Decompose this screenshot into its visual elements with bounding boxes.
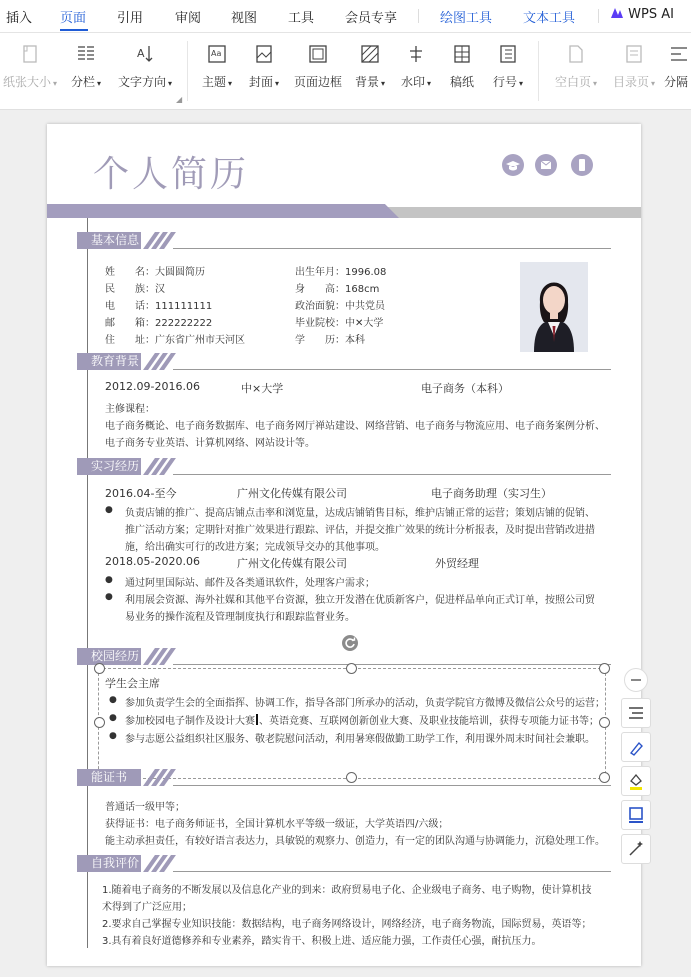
theme-button[interactable]: Aa 主题 ▾: [196, 33, 238, 109]
blank-page-label: 空白页: [554, 75, 591, 89]
section-basic-label: 基本信息: [77, 232, 141, 249]
rotate-handle[interactable]: [342, 635, 358, 651]
svg-text:Aa: Aa: [211, 49, 222, 58]
section-rule: [173, 871, 611, 872]
fill-color-button[interactable]: [621, 766, 651, 796]
ethnic-field: 民 族：汉: [105, 284, 165, 295]
toc-page-button[interactable]: 目录页 ▾: [608, 33, 660, 109]
text-wrap-icon: [622, 699, 650, 727]
paper-size-button[interactable]: 纸张大小 ▾: [0, 33, 60, 109]
section-rule: [173, 785, 611, 786]
self-line: 1.随着电子商务的不断发展以及信息化产业的到来：政府贸易电子化、企业级电子商务、电子购物，使计算机技: [102, 885, 592, 896]
resize-handle[interactable]: [94, 663, 105, 674]
resize-handle[interactable]: [94, 717, 105, 728]
blank-page-icon: [565, 43, 587, 65]
wps-ai-label: WPS AI: [628, 7, 674, 22]
watermark-label: 水印: [400, 75, 425, 89]
section-rule: [173, 664, 611, 665]
theme-icon: [206, 43, 228, 65]
campus-bullet[interactable]: 参与志愿公益组织社区服务、敬老院慰问活动，利用暑寒假做勤工助学工作，利用课外周末时间社会兼职。: [125, 734, 595, 745]
campus-bullet[interactable]: 参加校园电子制作及设计大赛 、英语竞赛、互联网创新创业大赛、及职业技能培训，获得专项能力证书等；: [125, 716, 599, 727]
resize-handle[interactable]: [599, 717, 610, 728]
menu-bar: [0, 0, 691, 33]
text-direction-label: 文字方向: [117, 75, 166, 89]
outline-icon: [622, 801, 650, 829]
ai-magic-button[interactable]: [621, 834, 651, 864]
section-basic-info: [77, 232, 173, 249]
ribbon-toolbar: [0, 33, 691, 110]
manuscript-paper-button[interactable]: [446, 33, 478, 109]
self-line: 术得到了广泛应用；: [102, 902, 192, 913]
toolbar-separator: [187, 41, 188, 101]
menu-view[interactable]: 视图: [231, 11, 258, 26]
courses-line: 电子商务概论、电子商务数据库、电子商务网厅禅站建设、网络营销、电子商务与物流应用、电子商务案例分析、: [105, 421, 605, 432]
active-tab-indicator: [60, 29, 88, 31]
section-internship: [77, 458, 173, 475]
job1-bullet-line: 推广活动方案；定期针对推广效果进行跟踪、评估，并提交推广效果的统计分析报表，及时提出营销改进措: [125, 525, 595, 536]
campus-role[interactable]: 学生会主席: [105, 677, 160, 690]
name-field: 姓 名：大圆圆简历: [105, 267, 205, 278]
line-number-button[interactable]: 行号 ▾: [488, 33, 528, 109]
self-line: 3.具有着良好道德修养和专业素养，踏实肯干、积极上进、适应能力强，工作责任心强，耐抗压力。: [102, 936, 542, 947]
header-band-gray: [387, 207, 641, 218]
resize-handle[interactable]: [346, 772, 357, 783]
section-cert: [77, 769, 173, 786]
cert-line: 普通话一级甲等；: [105, 802, 185, 813]
cover-label: 封面: [248, 75, 273, 89]
job2-company: 广州文化传媒有限公司: [237, 557, 347, 570]
theme-label: 主题: [201, 75, 226, 89]
manuscript-paper-icon: [451, 43, 473, 65]
timeline-line: [87, 218, 88, 948]
separator-button[interactable]: [664, 33, 691, 109]
text-cursor: [256, 714, 258, 725]
watermark-button[interactable]: 水印 ▾: [396, 33, 436, 109]
job1-company: 广州文化传媒有限公司: [237, 487, 347, 500]
magic-wand-icon: [622, 835, 650, 863]
toc-page-label: 目录页: [612, 75, 649, 89]
resize-handle[interactable]: [599, 663, 610, 674]
bullet: ●: [105, 575, 113, 585]
job2-bullet-line: 利用展会资源、海外社媒和其他平台资源，独立开发潜在优质新客户，促进样品单向正式订单，按照公司贸: [125, 595, 595, 606]
bullet: ●: [109, 731, 117, 741]
job1-bullet-line: 负责店铺的推广、提高店铺点击率和浏览量，达成店铺销售目标，维护店铺正常的运营；策划店铺的促销、: [125, 508, 595, 519]
blank-page-button[interactable]: 空白页 ▾: [550, 33, 602, 109]
background-button[interactable]: 背景 ▾: [350, 33, 390, 109]
paper-size-icon: [19, 43, 41, 65]
collapse-button[interactable]: [624, 668, 648, 692]
section-education: [77, 353, 173, 370]
job2-bullet-line: 易业务的操作流程及管理制度执行和跟踪监督业务。: [125, 612, 355, 623]
svg-text:A: A: [137, 47, 145, 60]
document-page[interactable]: [47, 124, 641, 966]
job2-period: 2018.05-2020.06: [105, 555, 200, 568]
watermark-icon: [405, 43, 427, 65]
phone-field: 电 话：111111111: [105, 301, 213, 312]
section-education-label: 教育背景: [77, 353, 141, 370]
page-border-icon: [307, 43, 329, 65]
resize-handle[interactable]: [346, 663, 357, 674]
school-field: 毕业院校：中✕大学: [295, 318, 384, 329]
menu-page[interactable]: 页面: [60, 11, 87, 26]
section-rule: [173, 369, 611, 370]
wps-ai-icon: [610, 7, 624, 19]
menu-review[interactable]: 审阅: [175, 11, 202, 26]
edu-period: 2012.09-2016.06: [105, 380, 200, 393]
menu-text-tools[interactable]: 文本工具: [523, 11, 576, 26]
background-icon: [359, 43, 381, 65]
toc-page-icon: [623, 43, 645, 65]
section-campus: [77, 648, 173, 665]
format-painter-button[interactable]: [621, 732, 651, 762]
outline-button[interactable]: [621, 800, 651, 830]
politics-field: 政治面貌：中共党员: [295, 301, 385, 312]
menu-references[interactable]: 引用: [117, 11, 144, 26]
columns-button[interactable]: 分栏 ▾: [66, 33, 106, 109]
bullet: ●: [109, 695, 117, 705]
campus-bullet[interactable]: 参加负责学生会的全面指挥、协调工作，指导各部门所承办的活动，负责学院官方微博及微信公众号的运营；: [125, 698, 605, 709]
edu-school: 中×大学: [241, 382, 284, 395]
birth-field: 出生年月：1996.08: [295, 267, 387, 278]
bullet: ●: [105, 505, 113, 515]
menu-separator: [598, 9, 599, 23]
separator-icon: [668, 43, 690, 65]
bullet: ●: [105, 592, 113, 602]
phone-icon: [571, 154, 593, 176]
section-internship-label: 实习经历: [77, 458, 141, 475]
brush-icon: [622, 733, 650, 761]
line-number-label: 行号: [492, 75, 517, 89]
separator-label: 分隔: [664, 75, 689, 89]
resize-handle[interactable]: [599, 772, 610, 783]
menu-tools[interactable]: 工具: [288, 11, 315, 26]
cert-line: 获得证书：电子商务师证书，全国计算机水平等级一级证，大学英语四/六级；: [105, 819, 449, 830]
toolbar-separator: [538, 41, 539, 101]
menu-drawing-tools[interactable]: 绘图工具: [440, 11, 493, 26]
background-label: 背景: [354, 75, 379, 89]
graduation-cap-icon: [502, 154, 524, 176]
columns-label: 分栏: [70, 75, 95, 89]
header-band-purple: [47, 204, 399, 218]
job1-period: 2016.04-至今: [105, 487, 177, 500]
job2-bullet: 通过阿里国际站、邮件及各类通讯软件，处理客户需求；: [125, 578, 375, 589]
section-self-label: 自我评价: [77, 855, 141, 872]
menu-separator: [418, 9, 419, 23]
bullet: ●: [109, 713, 117, 723]
courses-label: 主修课程：: [105, 404, 155, 415]
job2-title: 外贸经理: [435, 557, 479, 570]
columns-icon: [75, 43, 97, 65]
mail-icon: [535, 154, 557, 176]
self-line: 2.要求自己掌握专业知识技能：数据结构，电子商务网络设计，网络经济，电子商务物流，国际贸易，英语等；: [102, 919, 592, 930]
cover-icon: [253, 43, 275, 65]
profile-photo: [520, 262, 588, 352]
job1-bullet-line: 施，给出确实可行的改进方案；完成领导交办的其他事项。: [125, 542, 385, 553]
cert-line: 能主动承担责任，有较好语言表达力，具敏锐的观察力、创造力，有一定的团队沟通与协调能力，沉稳处理工作。: [105, 836, 605, 847]
cover-button[interactable]: 封面 ▾: [243, 33, 285, 109]
group-launcher-icon[interactable]: ◢: [176, 95, 183, 104]
page-border-label: 页面边框: [293, 75, 342, 89]
email-field: 邮 箱：222222222: [105, 318, 213, 329]
menu-member[interactable]: 会员专享: [345, 11, 398, 26]
degree-field: 学 历：本科: [295, 335, 365, 346]
address-field: 住 址：广东省广州市天河区: [105, 335, 245, 346]
manuscript-paper-label: 稿纸: [449, 75, 474, 89]
section-cert-label: 能证书: [77, 769, 141, 786]
text-direction-icon: [134, 43, 156, 65]
courses-line: 电子商务专业英语、计算机网络、网站设计等。: [105, 438, 315, 449]
page-border-button[interactable]: [290, 33, 346, 109]
section-self: [77, 855, 173, 872]
section-rule: [173, 248, 611, 249]
line-number-icon: [497, 43, 519, 65]
edu-major: 电子商务（本科）: [421, 382, 509, 395]
resume-title: 个人简历: [93, 154, 250, 195]
job1-title: 电子商务助理（实习生）: [431, 487, 552, 500]
section-rule: [173, 474, 611, 475]
paint-bucket-icon: [622, 767, 650, 795]
menu-wps-ai[interactable]: [610, 7, 674, 22]
paper-size-label: 纸张大小: [2, 75, 51, 89]
menu-insert[interactable]: 插入: [6, 11, 33, 26]
text-direction-button[interactable]: A 文字方向 ▾: [112, 33, 178, 109]
text-wrap-button[interactable]: [621, 698, 651, 728]
height-field: 身 高：168cm: [295, 284, 380, 295]
section-campus-label: 校园经历: [77, 648, 141, 665]
